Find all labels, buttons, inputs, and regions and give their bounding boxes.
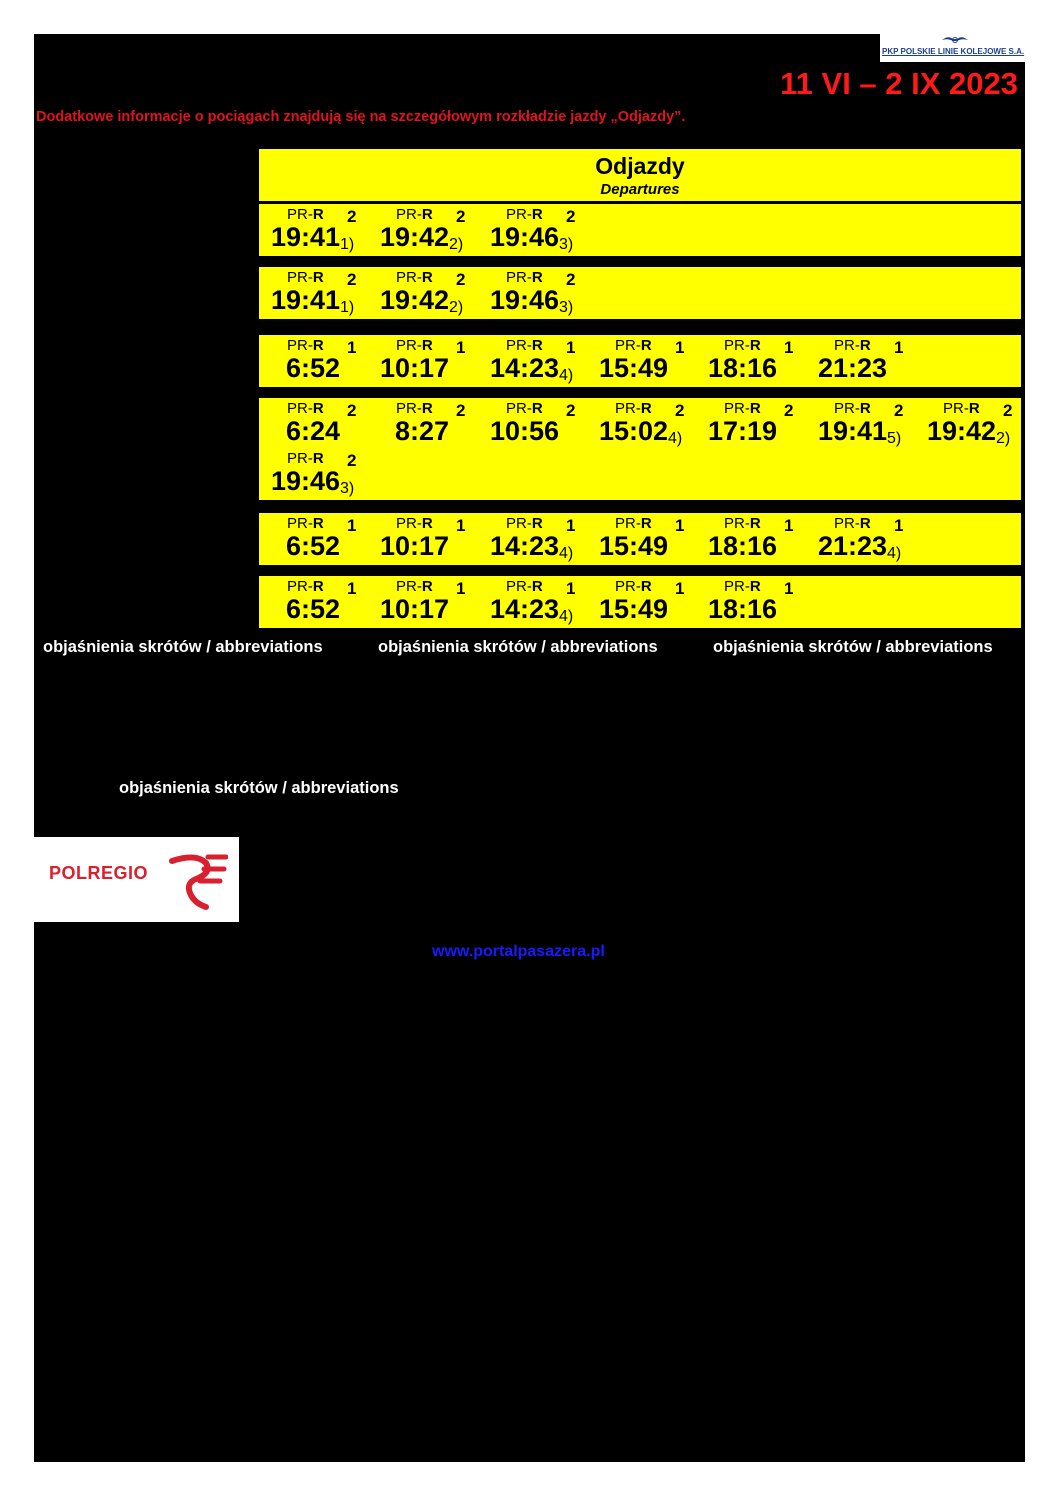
departure-time: 19:42: [379, 222, 449, 252]
carrier-code: PR-R: [615, 578, 652, 595]
travel-class: 1: [347, 579, 357, 598]
travel-class: 2: [456, 401, 466, 420]
departure-time: 18:16: [707, 594, 777, 624]
departure-entry: [259, 513, 368, 563]
departures-title: Odjazdy: [595, 153, 685, 179]
footnote-marker: 4): [559, 367, 574, 384]
departure-entry: [259, 267, 368, 317]
departures-subtitle: Departures: [600, 181, 680, 198]
footnote-marker: 4): [668, 430, 683, 447]
travel-class: 1: [894, 338, 904, 357]
polregio-wordmark: POLREGIO: [49, 863, 149, 883]
departure-time-block: [598, 416, 683, 447]
validity-period: 11 VI – 2 IX 2023: [780, 66, 1018, 101]
departure-entry: [587, 513, 696, 563]
travel-class: 1: [675, 579, 685, 598]
carrier-code: PR-R: [506, 206, 543, 223]
departure-time: 19:46: [489, 285, 559, 315]
travel-class: 1: [347, 338, 357, 357]
departure-time: 10:17: [379, 531, 449, 561]
departure-time: 15:02: [598, 416, 668, 446]
travel-class: 2: [894, 401, 904, 420]
travel-class: 2: [566, 401, 576, 420]
departure-entry: [478, 513, 587, 563]
carrier-code: PR-R: [506, 578, 543, 595]
departure-time: 21:23: [817, 353, 887, 383]
carrier-code: PR-R: [396, 515, 433, 532]
abbreviations-label-3: objaśnienia skrótów / abbreviations: [713, 638, 993, 656]
departure-time-block: [270, 222, 355, 253]
travel-class: 2: [784, 401, 794, 420]
departure-time: 19:46: [270, 466, 340, 496]
departure-time-block: [286, 416, 340, 447]
carrier-code: PR-R: [724, 400, 761, 417]
departure-time: 19:42: [926, 416, 996, 446]
travel-class: 2: [347, 207, 357, 226]
travel-class: 1: [456, 516, 466, 535]
departure-time: 18:16: [707, 531, 777, 561]
departures-header: [258, 148, 1022, 202]
carrier-code: PR-R: [834, 400, 871, 417]
carrier-code: PR-R: [287, 515, 324, 532]
travel-class: 1: [784, 516, 794, 535]
departure-time: 14:23: [489, 594, 559, 624]
departure-time: 15:49: [598, 353, 668, 383]
departure-time: 6:52: [285, 594, 340, 624]
travel-class: 2: [347, 270, 357, 289]
departure-row: [258, 334, 1022, 388]
carrier-code: PR-R: [943, 400, 980, 417]
carrier-code: PR-R: [287, 269, 324, 286]
departure-time: 19:46: [489, 222, 559, 252]
departure-entry: [259, 576, 368, 626]
carrier-code: PR-R: [506, 515, 543, 532]
additional-info-note: Dodatkowe informacje o pociągach znajdują się na szczegółowym rozkładzie jazdy „Odjazdy”.: [36, 109, 686, 125]
departure-entry: [587, 398, 696, 448]
travel-class: 2: [566, 207, 576, 226]
abbreviations-label-1: objaśnienia skrótów / abbreviations: [43, 638, 323, 656]
departure-entry: [806, 398, 915, 448]
departure-time-block: [708, 416, 777, 447]
departure-time-block: [708, 594, 777, 625]
carrier-code: PR-R: [506, 337, 543, 354]
travel-class: 1: [566, 516, 576, 535]
carrier-code: PR-R: [287, 400, 324, 417]
travel-class: 1: [784, 338, 794, 357]
departure-time-block: [926, 416, 1011, 447]
departure-entry: [587, 335, 696, 385]
departure-time: 6:24: [285, 416, 340, 446]
departure-time-block: [599, 594, 668, 625]
departure-time-block: [379, 222, 464, 253]
departure-entry: [696, 576, 805, 626]
travel-class: 1: [456, 579, 466, 598]
carrier-code: PR-R: [396, 400, 433, 417]
departure-time: 19:42: [379, 285, 449, 315]
carrier-code: PR-R: [287, 578, 324, 595]
travel-class: 1: [675, 516, 685, 535]
travel-class: 1: [456, 338, 466, 357]
departure-time: 15:49: [598, 531, 668, 561]
travel-class: 1: [784, 579, 794, 598]
departure-time: 19:41: [270, 285, 340, 315]
travel-class: 2: [566, 270, 576, 289]
departure-time: 17:19: [707, 416, 777, 446]
departure-time: 14:23: [489, 531, 559, 561]
departure-time: 19:41: [817, 416, 887, 446]
departure-row: [258, 397, 1022, 501]
departure-time: 15:49: [598, 594, 668, 624]
departure-time: 10:17: [379, 594, 449, 624]
carrier-code: PR-R: [506, 400, 543, 417]
carrier-code: PR-R: [724, 578, 761, 595]
carrier-code: PR-R: [615, 337, 652, 354]
travel-class: 2: [456, 270, 466, 289]
departure-entry: [368, 576, 477, 626]
departure-entry: [259, 398, 368, 448]
departure-time-block: [818, 353, 887, 384]
carrier-code: PR-R: [287, 206, 324, 223]
departure-time-block: [380, 353, 449, 384]
footnote-marker: 1): [340, 299, 355, 316]
departure-row: [258, 203, 1022, 257]
abbreviations-label-2: objaśnienia skrótów / abbreviations: [378, 638, 658, 656]
departure-entry: [915, 398, 1024, 448]
departure-time-block: [270, 466, 355, 497]
polregio-logo: [34, 837, 239, 922]
departure-time-block: [489, 594, 574, 625]
footnote-marker: 2): [449, 236, 464, 253]
footnote-marker: 1): [340, 236, 355, 253]
departure-time-block: [817, 531, 902, 562]
carrier-code: PR-R: [724, 515, 761, 532]
departure-entry: [368, 513, 477, 563]
departure-time-block: [380, 594, 449, 625]
travel-class: 1: [894, 516, 904, 535]
departure-time: 10:56: [489, 416, 559, 446]
footnote-marker: 2): [449, 299, 464, 316]
departure-entry: [259, 335, 368, 385]
travel-class: 2: [456, 207, 466, 226]
departure-time-block: [286, 353, 340, 384]
departure-time: 8:27: [394, 416, 449, 446]
departure-time-block: [286, 531, 340, 562]
departure-time: 6:52: [285, 353, 340, 383]
departure-time-block: [490, 416, 559, 447]
departure-time: 14:23: [489, 353, 559, 383]
departure-time-block: [599, 531, 668, 562]
departure-entry: [368, 267, 477, 317]
travel-class: 2: [347, 451, 357, 470]
travel-class: 1: [347, 516, 357, 535]
departure-entry: [368, 398, 477, 448]
departure-entry: [259, 448, 368, 498]
departure-entry: [806, 513, 915, 563]
departure-entry: [696, 335, 805, 385]
departure-entry: [806, 335, 915, 385]
carrier-code: PR-R: [396, 578, 433, 595]
departure-entry: [478, 204, 587, 254]
carrier-code: PR-R: [506, 269, 543, 286]
pkp-plk-name: PKP POLSKIE LINIE KOLEJOWE S.A.: [882, 47, 1025, 56]
carrier-code: PR-R: [615, 400, 652, 417]
travel-class: 1: [566, 579, 576, 598]
travel-class: 1: [675, 338, 685, 357]
departure-entry: [478, 576, 587, 626]
departure-time-block: [489, 222, 574, 253]
departure-entry: [587, 576, 696, 626]
departure-entry: [478, 335, 587, 385]
departure-time-block: [489, 353, 574, 384]
departure-time-block: [286, 594, 340, 625]
travel-class: 1: [566, 338, 576, 357]
departure-entry: [259, 204, 368, 254]
departure-time-block: [380, 531, 449, 562]
abbreviations-label-4: objaśnienia skrótów / abbreviations: [119, 779, 399, 797]
travel-class: 2: [347, 401, 357, 420]
footnote-marker: 3): [559, 236, 574, 253]
footnote-marker: 3): [340, 480, 355, 497]
winged-wheel-icon: [940, 35, 970, 45]
departure-time: 6:52: [285, 531, 340, 561]
carrier-code: PR-R: [396, 206, 433, 223]
portal-pasazera-link[interactable]: www.portalpasazera.pl: [432, 943, 605, 960]
departure-entry: [696, 513, 805, 563]
departure-time-block: [708, 353, 777, 384]
departure-row: [258, 512, 1022, 566]
departure-entry: [368, 335, 477, 385]
departure-entry: [478, 267, 587, 317]
carrier-code: PR-R: [396, 337, 433, 354]
pkp-plk-logo: [880, 34, 1025, 62]
departure-time-block: [489, 531, 574, 562]
departure-entry: [478, 398, 587, 448]
departure-time: 18:16: [707, 353, 777, 383]
departure-time-block: [708, 531, 777, 562]
departure-time-block: [379, 285, 464, 316]
departure-time-block: [395, 416, 449, 447]
footnote-marker: 4): [887, 545, 902, 562]
departure-time: 10:17: [379, 353, 449, 383]
footnote-marker: 3): [559, 299, 574, 316]
carrier-code: PR-R: [287, 450, 324, 467]
polregio-r-icon: [166, 849, 228, 911]
carrier-code: PR-R: [396, 269, 433, 286]
departure-time-block: [599, 353, 668, 384]
footnote-marker: 4): [559, 545, 574, 562]
carrier-code: PR-R: [287, 337, 324, 354]
travel-class: 2: [1003, 401, 1013, 420]
departure-time-block: [489, 285, 574, 316]
departure-row: [258, 266, 1022, 320]
departure-row: [258, 575, 1022, 629]
carrier-code: PR-R: [834, 337, 871, 354]
departure-time-block: [270, 285, 355, 316]
departure-time: 19:41: [270, 222, 340, 252]
departure-time: 21:23: [817, 531, 887, 561]
footnote-marker: 4): [559, 608, 574, 625]
departure-time-block: [817, 416, 902, 447]
departure-entry: [696, 398, 805, 448]
departure-entry: [368, 204, 477, 254]
footnote-marker: 2): [996, 430, 1011, 447]
footnote-marker: 5): [887, 430, 902, 447]
travel-class: 2: [675, 401, 685, 420]
carrier-code: PR-R: [724, 337, 761, 354]
carrier-code: PR-R: [615, 515, 652, 532]
carrier-code: PR-R: [834, 515, 871, 532]
